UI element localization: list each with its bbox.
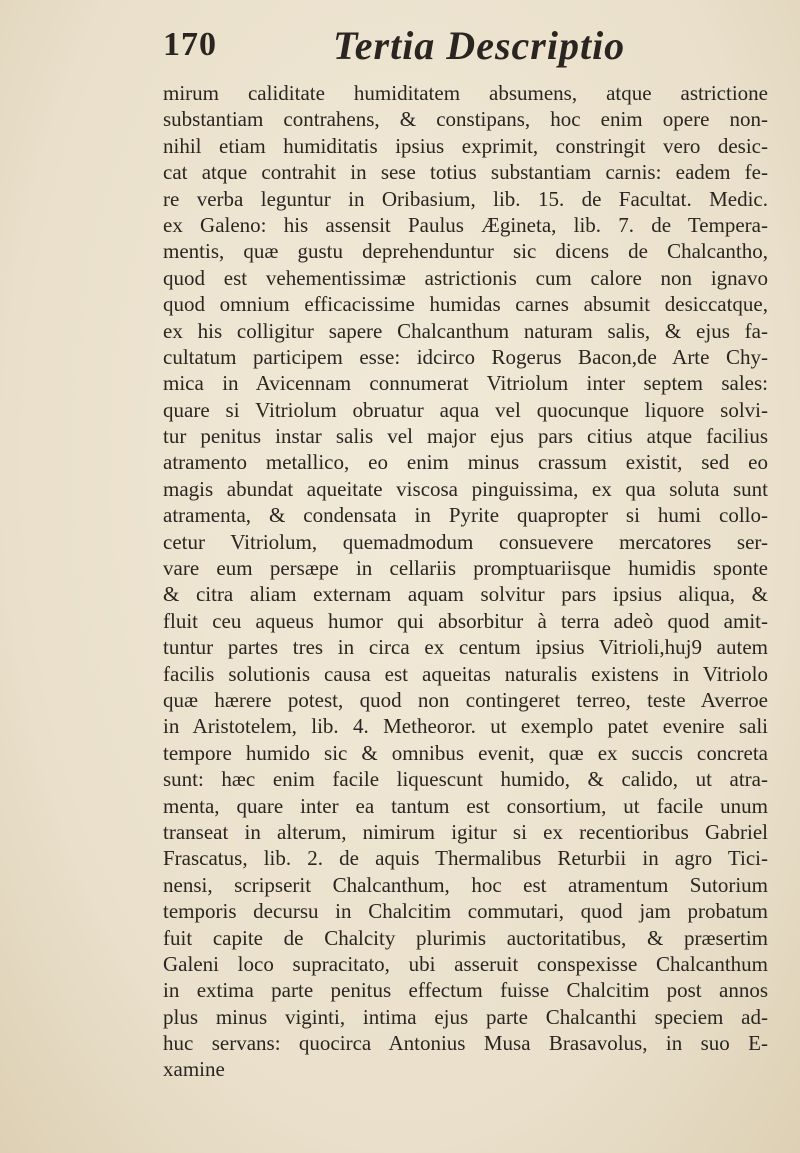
text-line: sunt: hæc enim facile liquescunt humido, & calido, ut atra- <box>163 767 768 792</box>
text-line: tur penitus instar salis vel major ejus pars citius atque facilius <box>163 424 768 449</box>
text-line: nihil etiam humiditatis ipsius exprimit, constringit vero desic- <box>163 133 768 158</box>
page-number: 170 <box>163 26 217 63</box>
text-line: mica in Avicennam connumerat Vitriolum inter septem sales: <box>163 371 768 396</box>
text-line: magis abundat aqueitate viscosa pinguissima, ex qua soluta sunt <box>163 476 768 501</box>
text-line: fluit ceu aqueus humor qui absorbitur à terra adeò quod amit- <box>163 608 768 633</box>
running-head: Tertia Descriptio <box>333 23 626 68</box>
text-line: substantiam contrahens, & constipans, hoc enim opere non- <box>163 107 768 132</box>
text-line: ex Galeno: his assensit Paulus Ægineta, lib. 7. de Tempera- <box>163 212 768 237</box>
text-line: vare eum persæpe in cellariis promptuariisque humidis sponte <box>163 556 768 581</box>
text-line: temporis decursu in Chalcitim commutari, quod jam probatum <box>163 899 768 924</box>
body-text <box>163 80 768 1083</box>
text-line: quare si Vitriolum obruatur aqua vel quocunque liquore solvi- <box>163 397 768 422</box>
text-line: xamine <box>163 1057 225 1082</box>
text-line: huc servans: quocirca Antonius Musa Brasavolus, in suo E- <box>163 1031 768 1056</box>
text-line: mirum caliditate humiditatem absumens, atque astrictione <box>163 81 768 105</box>
text-line: cetur Vitriolum, quemadmodum consuevere mercatores ser- <box>163 529 768 554</box>
text-line: Frascatus, lib. 2. de aquis Thermalibus Returbii in agro Tici- <box>163 846 768 871</box>
text-line: nensi, scripserit Chalcanthum, hoc est atramentum Sutorium <box>163 872 768 897</box>
text-line: quod omnium efficacissime humidas carnes absumit desiccatque, <box>163 292 768 317</box>
text-line: plus minus viginti, intima ejus parte Chalcanthi speciem ad- <box>163 1004 768 1029</box>
text-line: atramenta, & condensata in Pyrite quapropter si humi collo- <box>163 503 768 528</box>
text-line: transeat in alterum, nimirum igitur si ex recentioribus Gabriel <box>163 819 768 844</box>
text-line: fuit capite de Chalcity plurimis auctoritatibus, & præsertim <box>163 925 768 950</box>
text-line: re verba leguntur in Oribasium, lib. 15. de Facultat. Medic. <box>163 186 768 211</box>
text-line: in extima parte penitus effectum fuisse Chalcitim post annos <box>163 978 768 1003</box>
text-line: & citra aliam externam aquam solvitur pars ipsius aliqua, & <box>163 582 768 607</box>
text-line: quod est vehementissimæ astrictionis cum calore non ignavo <box>163 265 768 290</box>
text-line: atramento metallico, eo enim minus crassum existit, sed eo <box>163 450 768 475</box>
text-line: tuntur partes tres in circa ex centum ipsius Vitrioli,huj9 autem <box>163 635 768 660</box>
text-line: Galeni loco supracitato, ubi asseruit conspexisse Chalcanthum <box>163 951 768 976</box>
text-line: in Aristotelem, lib. 4. Metheoror. ut exemplo patet evenire sali <box>163 714 768 739</box>
text-line: ex his colligitur sapere Chalcanthum naturam salis, & ejus fa- <box>163 318 768 343</box>
text-line: cat atque contrahit in sese totius substantiam carnis: eadem fe- <box>163 160 768 185</box>
text-line: quæ hærere potest, quod non contingeret terreo, teste Averroe <box>163 687 768 712</box>
text-line: mentis, quæ gustu deprehenduntur sic dicens de Chalcantho, <box>163 239 768 264</box>
page-header <box>163 22 763 82</box>
text-line: menta, quare inter ea tantum est consortium, ut facile unum <box>163 793 768 818</box>
text-line: cultatum participem esse: idcirco Rogerus Bacon,de Arte Chy- <box>163 344 768 369</box>
text-line: facilis solutionis causa est aqueitas naturalis existens in Vitriolo <box>163 661 768 686</box>
text-line: tempore humido sic & omnibus evenit, quæ ex succis concreta <box>163 740 768 765</box>
